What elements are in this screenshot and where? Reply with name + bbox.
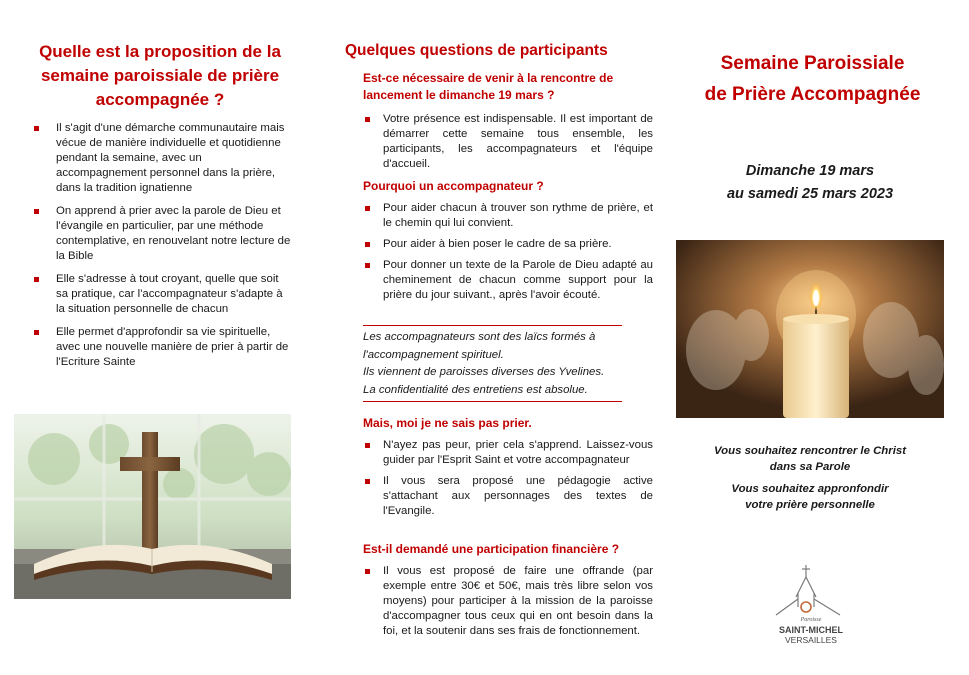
note-line: Ils viennent de paroisses diverses des Yvelines. — [363, 366, 605, 378]
list-item: On apprend à prier avec la parole de Dieu et l'évangile en particulier, par une méthode contemplative, en renouvelant notre lecture de la Bible — [56, 205, 291, 262]
note-line: l'accompagnement spirituel. — [363, 348, 504, 361]
date-line: au samedi 25 mars 2023 — [726, 186, 894, 202]
cover-title — [660, 48, 965, 110]
question-block-3 — [363, 415, 653, 525]
invite-line: votre prière personnelle — [745, 499, 875, 511]
list-item: Pour donner un texte de la Parole de Dieu adapté au cheminement de chacun comme support pour la prière du jour suivant., après l'avoir écouté. — [383, 259, 653, 301]
question-heading: Est-ce nécessaire de venir à la rencontre de lancement le dimanche 19 mars ? — [363, 71, 614, 102]
proposition-list — [56, 121, 292, 378]
list-item: Elle s'adresse à tout croyant, quelle que soit sa pratique, car l'accompagnateur s'adapte à la situation personnelle de chacun — [56, 272, 292, 317]
cover-title-line: de Prière Accompagnée — [704, 84, 921, 105]
candle-photo — [676, 240, 944, 418]
event-dates — [660, 160, 960, 206]
list-item: Il s'agit d'une démarche communautaire mais vécue de manière individuelle et quotidienne pendant la semaine, avec un accompagnement personnel dans la prière, dans la tradition ignatienne — [56, 121, 292, 196]
cover-title-line: Semaine Paroissiale — [720, 53, 905, 74]
note-line: La confidentialité des entretiens est absolue. — [363, 383, 588, 396]
list-item: Elle permet d'approfondir sa vie spirituelle, avec une nouvelle manière de prier à partir de l'Ecriture Sainte — [56, 325, 292, 370]
answer-list — [383, 112, 653, 172]
question-block-1 — [363, 70, 653, 178]
date-line: Dimanche 19 mars — [745, 163, 875, 179]
question-heading: Mais, moi je ne sais pas prier. — [363, 416, 532, 430]
list-item: N'ayez pas peur, prier cela s'apprend. Laissez-vous guider par l'Esprit Saint et votre accompagnateur — [383, 439, 653, 466]
logo-name-text: SAINT-MICHEL — [779, 625, 843, 635]
list-item: Il vous sera proposé une pédagogie active s'attachant aux personnages des textes de l'Evangile. — [383, 475, 653, 517]
question-heading: Pourquoi un accompagnateur ? — [363, 179, 544, 193]
invite-priere — [660, 481, 960, 513]
list-item: Il vous est proposé de faire une offrande (par exemple entre 30€ et 50€, mais très libre selon vos moyens) pour participer à la mission de la paroisse d'accompagner tous ceux qui en ont besoin dans la foi, et la soutenir dans ses frais de fonctionnement. — [383, 565, 653, 637]
proposition-title: Quelle est la proposition de la semaine paroissiale de prière accompagnée ? — [39, 42, 281, 109]
bible-cross-photo — [14, 414, 291, 599]
answer-list — [383, 201, 653, 303]
questions-title: Quelques questions de participants — [345, 42, 608, 59]
invite-christ — [660, 443, 960, 475]
logo-small-text: Paroisse — [800, 617, 822, 623]
invite-line: dans sa Parole — [769, 461, 851, 473]
note-line: Les accompagnateurs sont des laïcs formés à — [363, 331, 596, 343]
answer-list — [383, 564, 653, 639]
accompagnateurs-note — [363, 325, 622, 402]
question-heading: Est-il demandé une participation financière ? — [363, 542, 620, 556]
question-block-2 — [363, 178, 653, 309]
invite-line: Vous souhaitez appronfondir — [731, 483, 889, 495]
answer-list — [383, 438, 653, 519]
question-block-4 — [363, 541, 653, 645]
parish-logo — [768, 563, 854, 653]
logo-city-text: VERSAILLES — [785, 635, 837, 645]
list-item: Votre présence est indispensable. Il est important de démarrer cette semaine tous ensemble, les participants, les accompagnateurs et l'équipe d'accueil. — [383, 113, 653, 170]
list-item: Pour aider chacun à trouver son rythme de prière, et le chemin qui lui convient. — [383, 202, 653, 229]
list-item: Pour aider à bien poser le cadre de sa prière. — [383, 237, 653, 252]
invite-line: Vous souhaitez rencontrer le Christ — [714, 445, 906, 457]
